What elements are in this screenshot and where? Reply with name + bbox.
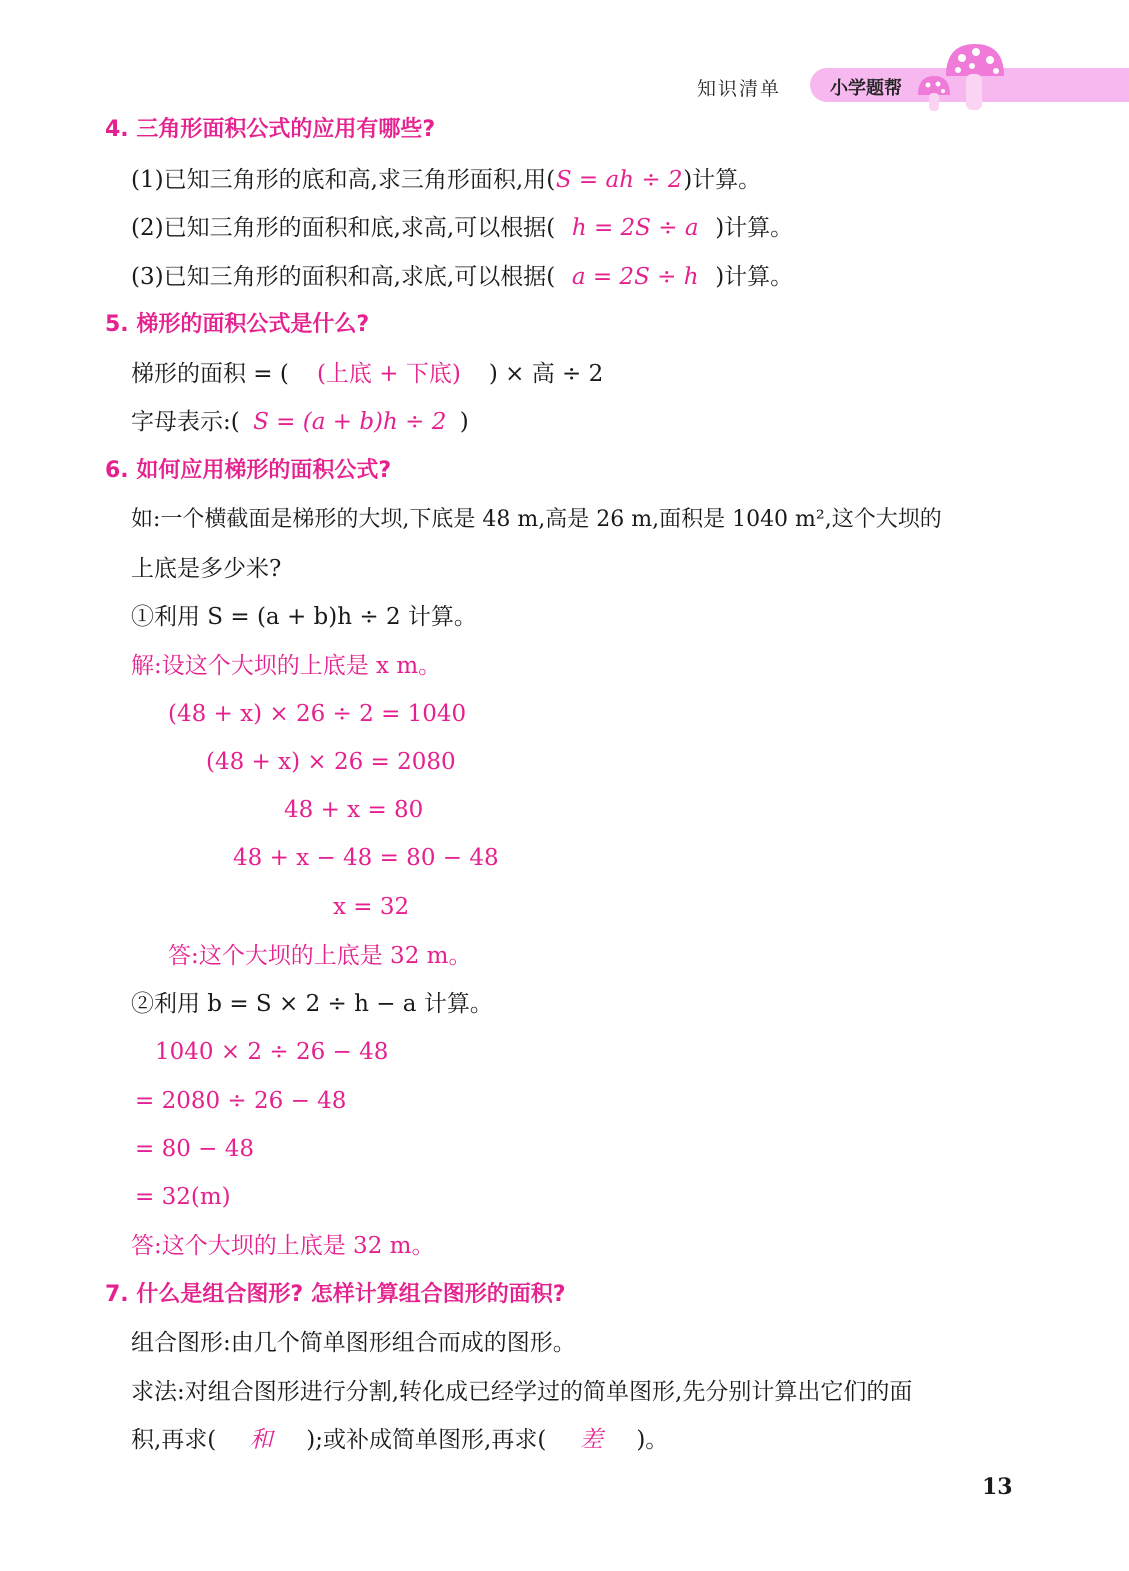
q4-line-3 (131, 261, 793, 293)
q5-line-2-end: ) (459, 409, 469, 435)
q4-answer-1: S = ah ÷ 2 (555, 167, 683, 193)
q4-title: 4. 三角形面积公式的应用有哪些? (105, 117, 436, 142)
q4-line-3-text: (3)已知三角形的面积和高,求底,可以根据( (131, 264, 556, 290)
q7-definition: 组合图形:由几个简单图形组合而成的图形。 (131, 1330, 576, 1356)
q6-m1-step-2: (48 + x) × 26 = 2080 (206, 749, 456, 775)
q7-method-line-2-end: )。 (636, 1427, 669, 1453)
q4-line-3-end: )计算。 (715, 264, 794, 290)
q5-answer-1: (上底 + 下底) (316, 361, 461, 387)
q6-m2-step-2: = 2080 ÷ 26 − 48 (135, 1088, 347, 1114)
q7-method-line-1: 求法:对组合图形进行分割,转化成已经学过的简单图形,先分别计算出它们的面 (131, 1379, 913, 1405)
q4-line-1 (131, 164, 761, 196)
q6-m1-answer: 答:这个大坝的上底是 32 m。 (168, 943, 472, 969)
q6-m1-step-5: x = 32 (333, 894, 410, 920)
q4-answer-2: h = 2S ÷ a (571, 215, 699, 241)
q4-answer-3: a = 2S ÷ h (571, 264, 699, 290)
q7-method-line-2 (131, 1424, 668, 1456)
header-title: 知识清单 (697, 78, 782, 100)
q4-line-2 (131, 212, 793, 244)
q4-line-1-end: )计算。 (683, 167, 762, 193)
header-tab-label: 小学题帮 (830, 78, 902, 99)
q7-method-line-2-mid: );或补成简单图形,再求( (306, 1427, 547, 1453)
q6-title: 6. 如何应用梯形的面积公式? (105, 458, 392, 483)
q5-line-1-end: ) × 高 ÷ 2 (488, 361, 604, 387)
q6-problem-line-1: 如:一个横截面是梯形的大坝,下底是 48 m,高是 26 m,面积是 1040 m²,这个大坝的 (131, 507, 942, 532)
mushroom-icon (912, 40, 1012, 115)
q6-problem-line-2: 上底是多少米? (131, 556, 282, 582)
q6-method-1: ①利用 S = (a + b)h ÷ 2 计算。 (131, 604, 477, 630)
q4-line-1-text: (1)已知三角形的底和高,求三角形面积,用( (131, 167, 556, 193)
q6-m2-step-3: = 80 − 48 (135, 1136, 255, 1162)
q6-m1-step-4: 48 + x − 48 = 80 − 48 (233, 845, 499, 871)
page-number: 13 (982, 1474, 1013, 1500)
q6-m1-step-3: 48 + x = 80 (284, 797, 424, 823)
q5-answer-2: S = (a + b)h ÷ 2 (253, 409, 447, 435)
q7-answer-difference: 差 (579, 1427, 603, 1453)
q5-line-1-text: 梯形的面积 = ( (131, 361, 289, 387)
q7-method-line-2-text: 积,再求( (131, 1427, 217, 1453)
q5-line-1 (131, 358, 603, 390)
q6-m1-setup: 解:设这个大坝的上底是 x m。 (131, 653, 442, 679)
q5-line-2 (131, 406, 469, 438)
q4-line-2-end: )计算。 (715, 215, 794, 241)
q6-method-2: ②利用 b = S × 2 ÷ h − a 计算。 (131, 991, 493, 1017)
q6-m2-answer: 答:这个大坝的上底是 32 m。 (131, 1233, 435, 1259)
q7-answer-sum: 和 (249, 1427, 273, 1453)
q7-title: 7. 什么是组合图形? 怎样计算组合图形的面积? (105, 1282, 566, 1307)
q4-line-2-text: (2)已知三角形的面积和底,求高,可以根据( (131, 215, 556, 241)
q6-m1-step-1: (48 + x) × 26 ÷ 2 = 1040 (168, 701, 467, 727)
page-header (0, 0, 1129, 120)
q6-m2-step-4: = 32(m) (135, 1184, 231, 1210)
q5-line-2-text: 字母表示:( (131, 409, 240, 435)
q5-title: 5. 梯形的面积公式是什么? (105, 312, 370, 337)
q6-m2-step-1: 1040 × 2 ÷ 26 − 48 (155, 1039, 389, 1065)
